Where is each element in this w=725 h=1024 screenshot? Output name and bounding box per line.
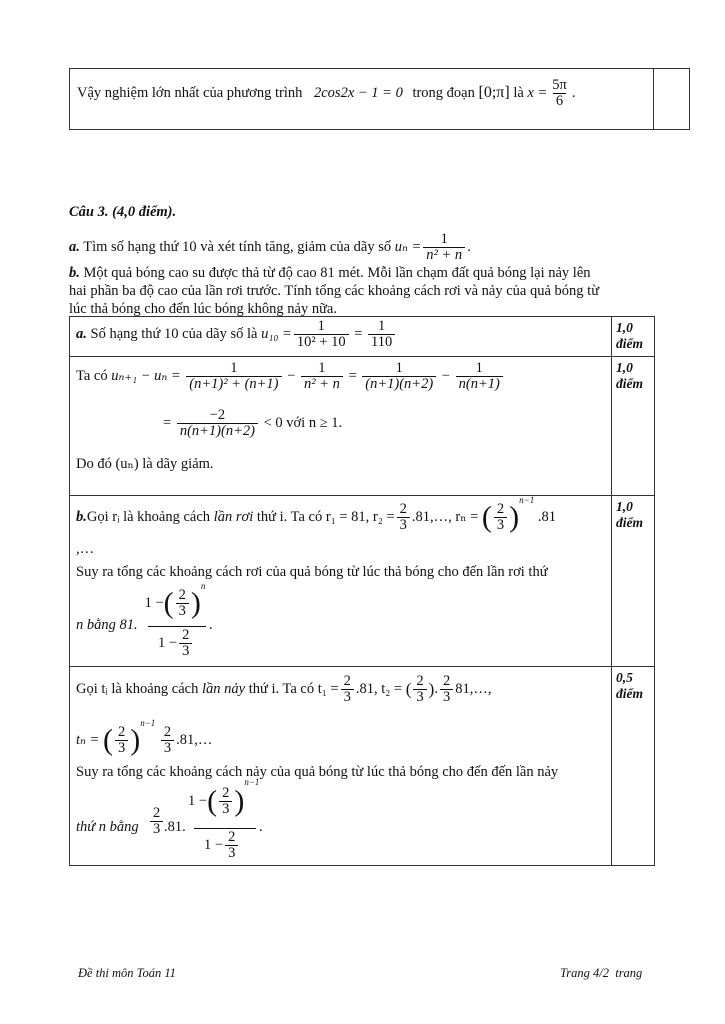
row3-score-unit: điểm — [616, 515, 644, 530]
row1-label: a. — [76, 326, 87, 343]
row2-line2: = $\frac{-2}{n(n+1)(n+2)}$ < 0 với n ≥ 1. — [163, 407, 343, 440]
part-b-line2: hai phần ba độ cao của lần rơi trước. Tính tổng các khoảng cách rơi và nảy của quả bóng từ — [69, 283, 600, 299]
row4-text-d: 81,…, — [455, 681, 492, 698]
top-text: Vậy nghiệm lớn nhất của phương trình — [77, 85, 303, 102]
row4-score-unit: điểm — [616, 686, 644, 701]
row4-line2: tₙ = ( $\frac{2}{3}$ )$^{n-1}$ $\frac{2}{3}$ .81,… — [76, 718, 213, 757]
row3-text-a: Gọi rᵢ là khoảng cách — [86, 509, 211, 526]
row2-fraction-5: $\frac{-2}{n(n+1)(n+2)}$ — [177, 408, 258, 439]
top-interval: [0;π] — [478, 84, 510, 102]
row4-c-tail: .81. — [164, 819, 186, 835]
question-part-a: a. Tìm số hạng thứ 10 và xét tính tăng, giảm của dãy số uₙ = $\frac{1}{\text{n² + n}}$ . — [69, 231, 471, 264]
row3-n-text: n bằng 81. — [76, 617, 138, 633]
row2-fraction-1: $\frac{1}{\text{(n+1)² + (n+1)}}$ — [186, 361, 281, 392]
top-score-cell — [654, 69, 690, 130]
row3-text-italic: lần rơi — [213, 509, 254, 526]
row4-n-text: thứ n bằng — [76, 819, 139, 835]
row3-text-b: thứ i. Ta có r₁ = 81, r₂ = — [256, 509, 395, 526]
row2-fraction-2: $\frac{1}{\text{n² + n}}$ — [301, 361, 343, 392]
row4-t2b-fraction: $\frac{2}{3}$ — [440, 674, 453, 705]
row1-score-cell — [612, 317, 655, 357]
top-text-mid: trong đoạn — [412, 85, 475, 102]
row2-conclusion: Do đó (uₙ) là dãy giảm. — [76, 456, 214, 472]
footer-right: Trang 4/2 trang — [560, 966, 643, 980]
row4-big-frac-bar — [194, 828, 256, 829]
part-a-text: Tìm số hạng thứ 10 và xét tính tăng, giảm của dãy số — [83, 239, 392, 256]
row2-lhs: uₙ₊₁ − uₙ = — [111, 368, 181, 385]
row1-score-unit: điểm — [616, 336, 644, 351]
row3-text-c: .81,…, rₙ = — [411, 509, 479, 526]
top-text-la: là — [513, 85, 524, 102]
row3-score: 1,0 — [616, 499, 633, 514]
row4-text-italic: lần nảy — [201, 681, 246, 698]
row1-fraction-2: $\frac{1}{110}$ — [368, 319, 395, 350]
top-equation: 2cos2x − 1 = 0 — [313, 85, 403, 102]
row4-tn-tail: .81,… — [176, 732, 213, 749]
question-title: Câu 3. (4,0 điểm). — [69, 204, 177, 220]
row3-line1: b.Gọi rᵢ là khoảng cách lần rơi thứ i. Ta có r₁ = 81, r₂ = $\frac{2}{3}$ .81,…, rₙ = ( $\frac{2}{3}$ )$^{n-1}$ .81 — [76, 495, 556, 534]
row4-text-c: .81, t₂ = — [355, 681, 403, 698]
row4-text-a: Gọi tᵢ là khoảng cách — [76, 681, 199, 698]
row4-score-cell — [612, 667, 655, 866]
row4-sum-text: Suy ra tổng các khoảng cách nảy của quả bóng từ lúc thả bóng cho đến đến lần nảy — [76, 764, 559, 780]
part-b-line1: Một quả bóng cao su được thả từ độ cao 81 mét. Mỗi lần chạm đất quả bóng lại nảy lên — [83, 265, 591, 281]
row2-score-cell — [612, 357, 655, 496]
row3-big-den: 1 − $\frac{2}{3}$ — [158, 628, 194, 659]
part-a-label: a. — [69, 239, 80, 256]
row4-score: 0,5 — [616, 670, 633, 685]
top-answer-lhs: x = — [527, 85, 548, 102]
row4-t2a-fraction: $\frac{2}{3}$ — [413, 674, 426, 705]
row4-big-den: 1 − $\frac{2}{3}$ — [204, 830, 240, 861]
row4-tn-lhs: tₙ = — [76, 732, 100, 749]
row4-t1-fraction: $\frac{2}{3}$ — [341, 674, 354, 705]
row1-u10: u₁₀ = — [261, 326, 292, 343]
row1-line: a. Số hạng thứ 10 của dãy số là u₁₀ = $\frac{1}{\text{10² + 10}}$ = $\frac{1}{110}$ — [76, 319, 397, 350]
footer-left: Đề thi môn Toán 11 — [78, 966, 176, 980]
row2-eq2-tail: < 0 với n ≥ 1. — [263, 415, 343, 432]
row3-sum-text: Suy ra tổng các khoảng cách rơi của quả bóng từ lúc thả bóng cho đến lần rơi thứ — [76, 564, 548, 580]
row2-score: 1,0 — [616, 360, 633, 375]
part-b-label: b. — [69, 265, 80, 281]
row2-fraction-4: $\frac{1}{n(n+1)}$ — [456, 361, 503, 392]
top-answer-fraction: $\frac{5\pi}{6}$ — [552, 77, 567, 110]
row4-line1: Gọi tᵢ là khoảng cách lần nảy thứ i. Ta có t₁ = $\frac{2}{3}$ .81, t₂ = ( $\frac{2}{3}$ ). $\frac{2}{3}$ 81,…, — [76, 673, 492, 706]
row3-formula: n bằng 81. 1 −( $\frac{2}{3}$ )$^n$ 1 − $\frac{2}{3}$ . — [76, 581, 213, 660]
row3-cont: ,… — [76, 541, 95, 557]
row1-text: Số hạng thứ 10 của dãy số là — [90, 326, 258, 343]
row3-rn-exp: n−1 — [519, 495, 535, 506]
row2-score-unit: điểm — [616, 376, 644, 391]
row2-intro: Ta có — [76, 368, 108, 385]
row4-tn-exp: n−1 — [140, 718, 156, 729]
part-a-fraction: $\frac{1}{\text{n² + n}}$ — [423, 232, 465, 263]
row4-c-fraction: $\frac{2}{3}$ — [150, 806, 163, 837]
row4-tn-fraction: $\frac{2}{3}$ — [115, 725, 128, 756]
row3-big-num: 1 −( $\frac{2}{3}$ )$^n$ — [144, 581, 206, 620]
row3-score-cell — [612, 496, 655, 667]
row3-text-d: .81 — [537, 509, 556, 526]
question-part-b — [69, 264, 689, 318]
row3-label: b. — [76, 509, 87, 526]
part-a-seq: uₙ = — [394, 239, 422, 256]
row4-big-num: 1 −( $\frac{2}{3}$ )$^{n-1}$ — [188, 777, 260, 818]
row4-formula: thứ n bằng $\frac{2}{3}$ .81. 1 −( $\frac{2}{3}$ )$^{n-1}$ 1 − $\frac{2}{3}$ . — [76, 777, 263, 862]
row3-rn-fraction: $\frac{2}{3}$ — [494, 502, 507, 533]
row2-line1: Ta có uₙ₊₁ − uₙ = $\frac{1}{\text{(n+1)² + (n+1)}}$ − $\frac{1}{\text{n² + n}}$ = $\frac{1}{(n+1)(n+2)}$ − $\frac{1}{n(n+1)}$ — [76, 361, 505, 392]
top-answer-line: Vậy nghiệm lớn nhất của phương trình 2cos2x − 1 = 0 trong đoạn [0;π] là x = $\frac{5\pi}{6}$ . — [77, 77, 576, 110]
row4-tn-b-fraction: $\frac{2}{3}$ — [161, 725, 174, 756]
row3-big-frac-bar — [148, 626, 206, 627]
row2-fraction-3: $\frac{1}{(n+1)(n+2)}$ — [362, 361, 436, 392]
row4-text-b: thứ i. Ta có t₁ = — [248, 681, 339, 698]
row1-score: 1,0 — [616, 320, 633, 335]
row3-r2-fraction: $\frac{2}{3}$ — [397, 502, 410, 533]
part-b-line3: lúc thả bóng cho đến lúc bóng không nảy nữa. — [69, 301, 337, 317]
row1-fraction-1: $\frac{1}{\text{10² + 10}}$ — [294, 319, 349, 350]
